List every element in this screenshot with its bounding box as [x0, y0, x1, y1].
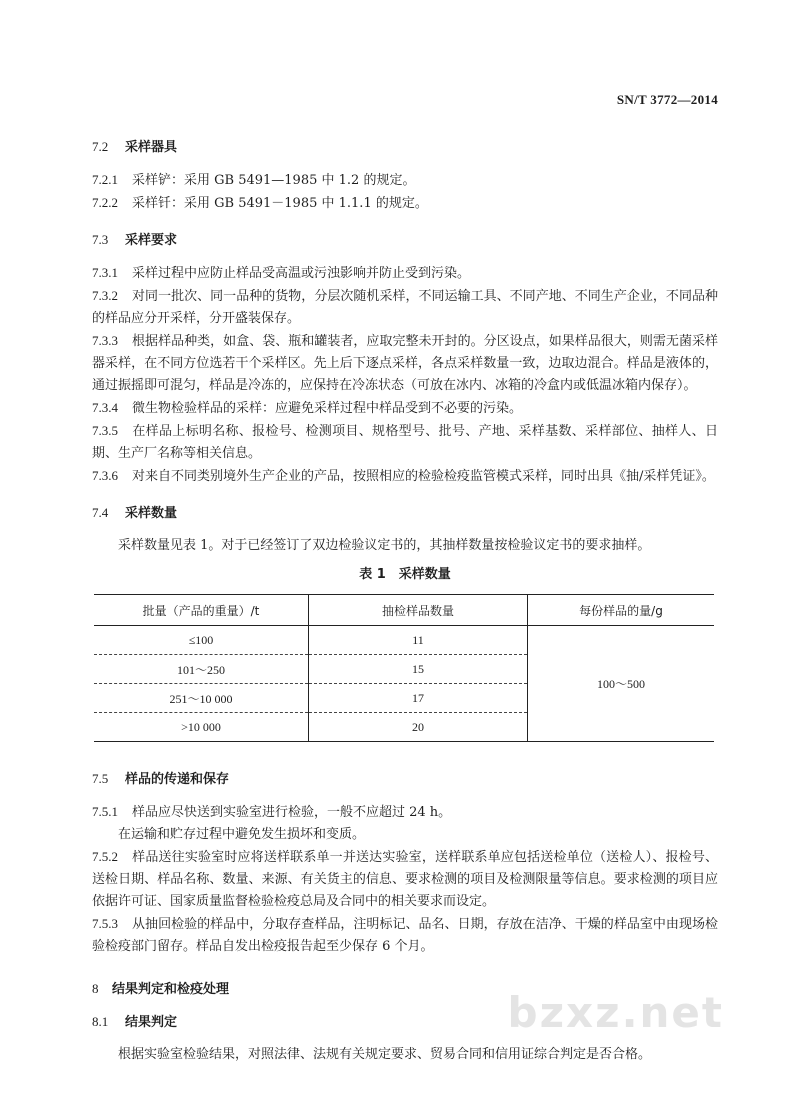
section-title: 样品的传递和保存 [125, 772, 230, 787]
clause-text: 微生物检验样品的采样：应避免采样过程中样品受到不必要的污染。 [132, 401, 523, 416]
count-cell: 11 [309, 626, 528, 655]
clause-number: 7.3.4 [92, 400, 118, 415]
section-7-2-heading [92, 136, 718, 155]
clause-number: 7.5.3 [92, 916, 118, 931]
section-title: 结果判定 [125, 1015, 178, 1030]
clause-7-3-2 [92, 285, 718, 330]
clause-7-3-1 [92, 262, 718, 285]
batch-cell: 251～10 000 [94, 684, 309, 713]
clause-number: 7.3.5 [92, 423, 118, 438]
section-number: 7.4 [92, 505, 109, 520]
section-title: 采样器具 [125, 140, 178, 155]
table-row [94, 626, 714, 655]
count-cell: 20 [309, 713, 528, 742]
count-cell: 15 [309, 655, 528, 684]
section-7-4-paragraph: 采样数量见表 1。对于已经签订了双边检验议定书的，其抽样数量按检验议定书的要求抽样。 [118, 538, 651, 553]
section-title: 采样要求 [125, 233, 178, 248]
section-7-5-heading [92, 768, 718, 787]
clause-text: 采样过程中应防止样品受高温或污浊影响并防止受到污染。 [132, 266, 471, 281]
section-number: 7.5 [92, 771, 109, 786]
count-cell: 17 [309, 684, 528, 713]
clause-text: 对来自不同类别境外生产企业的产品，按照相应的检验检疫监管模式采样，同时出具《抽/采样凭证》。 [132, 469, 715, 484]
clause-number: 7.3.6 [92, 468, 118, 483]
document-body [92, 136, 718, 1066]
standard-code: SN/T 3772—2014 [616, 92, 718, 107]
sampling-quantity-table [94, 594, 714, 742]
clause-text: 样品应尽快送到实验室进行检验，一般不应超过 24 h。 [132, 805, 452, 820]
header-sample-amount: 每份样品的量/g [528, 595, 715, 626]
clause-text: 对同一批次、同一品种的货物，分层次随机采样，不同运输工具、不同产地、不同生产企业，不同品种的样品应分开采样，分开盛装保存。 [92, 289, 718, 326]
clause-7-2-1 [92, 169, 718, 192]
clause-text: 样品送往实验室时应将送样联系单一并送达实验室，送样联系单应包括送检单位（送检人）、报检号、送检日期、样品名称、数量、来源、有关货主的信息、要求检测的项目及检测限量等信息。要求检测的项目应依据许可证、国家质量监督检验检疫总局及合同中的相关要求而设定。 [92, 850, 718, 909]
clause-number: 7.3.2 [92, 288, 118, 303]
batch-cell: >10 000 [94, 713, 309, 742]
clause-text: 从抽回检验的样品中，分取存查样品，注明标记、品名、日期，存放在洁净、干燥的样品室中由现场检验检疫部门留存。样品自发出检疫报告起至少保存 6 个月。 [92, 917, 718, 954]
clause-7-5-3 [92, 913, 718, 958]
clause-7-5-1-paragraph: 在运输和贮存过程中避免发生损坏和变质。 [118, 827, 366, 842]
table-caption: 表 1 采样数量 [359, 567, 451, 582]
watermark: bzxz.net [507, 988, 724, 1037]
clause-7-3-4 [92, 397, 718, 420]
section-7-3-heading [92, 229, 718, 248]
amount-cell: 100～500 [528, 626, 715, 742]
clause-text: 根据样品种类，如盒、袋、瓶和罐装者，应取完整未开封的。分区设点，如果样品很大，则需无菌采样器采样，在不同方位选若干个采样区。先上后下逐点采样，各点采样数量一致，边取边混合。样品是液体的，通过振摇即可混匀，样品是冷冻的，应保持在冷冻状态（可放在冰内、冰箱的冷盒内或低温冰箱内保存）。 [92, 334, 718, 393]
clause-number: 7.5.2 [92, 849, 118, 864]
batch-cell: 101～250 [94, 655, 309, 684]
clause-7-3-5 [92, 420, 718, 465]
clause-number: 7.3.3 [92, 333, 118, 348]
clause-7-3-6 [92, 465, 718, 488]
section-title: 结果判定和检疫处理 [112, 982, 230, 997]
clause-text: 在样品上标明名称、报检号、检测项目、规格型号、批号、产地、采样基数、采样部位、抽样人、日期、生产厂名称等相关信息。 [92, 424, 718, 461]
clause-number: 7.2.1 [92, 172, 118, 187]
header-sample-count: 抽检样品数量 [309, 595, 528, 626]
table-header-row [94, 595, 714, 626]
clause-number: 7.5.1 [92, 804, 118, 819]
header-batch: 批量（产品的重量）/t [94, 595, 309, 626]
clause-number: 7.3.1 [92, 265, 118, 280]
clause-number: 7.2.2 [92, 195, 118, 210]
section-number: 8.1 [92, 1014, 109, 1029]
clause-text: 采样铲：采用 GB 5491—1985 中 1.2 的规定。 [132, 173, 416, 188]
clause-7-5-1 [92, 801, 718, 824]
clause-7-2-2 [92, 192, 718, 215]
section-title: 采样数量 [125, 506, 178, 521]
section-7-4-heading [92, 502, 718, 521]
section-number: 7.3 [92, 232, 109, 247]
section-8-1-paragraph: 根据实验室检验结果，对照法律、法规有关规定要求、贸易合同和信用证综合判定是否合格。 [118, 1047, 652, 1062]
clause-text: 采样钎：采用 GB 5491－1985 中 1.1.1 的规定。 [132, 196, 428, 211]
section-number: 7.2 [92, 139, 109, 154]
section-number: 8 [92, 981, 99, 996]
clause-7-5-2 [92, 846, 718, 913]
clause-7-3-3 [92, 330, 718, 397]
batch-cell: ≤100 [94, 626, 309, 655]
